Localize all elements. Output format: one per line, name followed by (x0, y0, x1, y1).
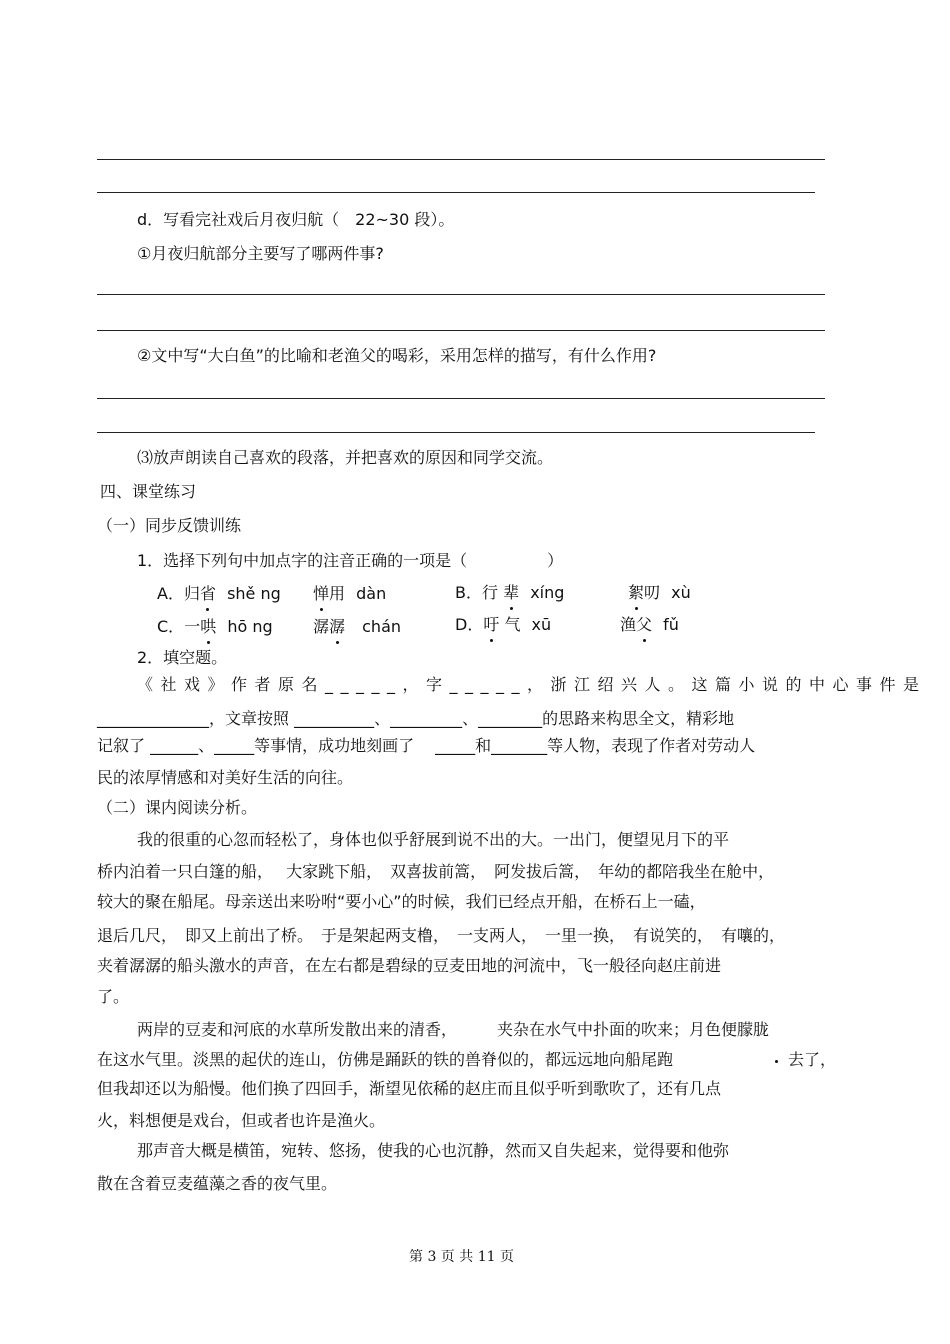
passage-line: 但我却还以为船慢。他们换了四回手，渐望见依稀的赵庄而且似乎听到歌吹了，还有几点 (97, 1079, 722, 1098)
dotted-char: 辈 (503, 583, 520, 602)
passage-line: 退后几尺， 即又上前出了桥。 于是架起两支橹， 一支两人， 一里一换， 有说笑的， 有嚷的， (97, 926, 786, 945)
option-label: C． (157, 617, 185, 636)
passage-line: 在这水气里。淡黑的起伏的连山，仿佛是踊跃的铁的兽脊似的，都远远地向船尾跑 (97, 1050, 674, 1069)
option-label: A． (157, 584, 184, 603)
answer-line (97, 432, 815, 433)
question-d-2: ②文中写“大白鱼”的比喻和老渔父的喝彩，采用怎样的描写，有什么作用? (137, 346, 657, 365)
pinyin: hō ng (227, 617, 273, 636)
page-footer: 第 3 页 共 11 页 (409, 1249, 514, 1265)
pinyin: xū (531, 615, 552, 634)
option-a (157, 583, 281, 605)
dotted-char: 潺 (329, 617, 346, 636)
mc-question-stem: 1．选择下列句中加点字的注音正确的一项是（ ） (137, 551, 564, 570)
passage-line: 两岸的豆麦和河底的水草所发散出来的清香， 夹杂在水气中扑面的吹来；月色便朦胧 (137, 1020, 770, 1039)
pinyin: xù (671, 583, 691, 602)
option-b-word2 (628, 582, 691, 604)
word: 一 (184, 617, 201, 636)
fill-line-4: 民的浓厚情感和对美好生活的向往。 (97, 768, 354, 787)
option-d-word2 (620, 614, 679, 636)
pinyin: dàn (356, 584, 387, 603)
answer-line (97, 192, 815, 193)
word: 叨 (644, 583, 661, 602)
word: 渔 (620, 615, 637, 634)
fill-line-3: 记叙了 ______、_____等事情，成功地刻画了 _____和_______等人物，表现了作者对劳动人 (97, 736, 756, 755)
dotted-char: 父 (636, 615, 653, 634)
passage-line: 我的很重的心忽而轻松了，身体也似乎舒展到说不出的大。一出门，便望见月下的平 (137, 830, 730, 849)
option-label: B． (455, 583, 482, 602)
fill-heading: 2．填空题。 (137, 648, 228, 667)
subsection-heading: （一）同步反馈训练 (97, 516, 242, 535)
pinyin: chán (362, 617, 402, 636)
question-3: ⑶放声朗读自己喜欢的段落，并把喜欢的原因和同学交流。 (137, 448, 554, 467)
passage-line: 去了， (788, 1050, 837, 1069)
passage-line: 火，料想便是戏台，但或者也许是渔火。 (97, 1111, 386, 1130)
word: 行 (481, 583, 498, 602)
fill-line-2: ______________，文章按照 __________、_________、________的思路来构思全文，精彩地 (97, 709, 735, 728)
pinyin: xíng (530, 583, 565, 602)
answer-line (97, 398, 825, 399)
subsection-heading: （二）课内阅读分析。 (97, 798, 258, 817)
question-d-heading: d．写看完社戏后月夜归航（ 22~30 段）。 (137, 210, 455, 229)
dotted-char: 哄 (200, 617, 217, 636)
passage-line: 桥内泊着一只白篷的船， 大家跳下船， 双喜拔前篙， 阿发拔后篙， 年幼的都陪我坐在舱中， (97, 862, 775, 881)
section-heading: 四、课堂练习 (100, 482, 197, 501)
fill-line-1: 《社戏》作者原名_____，字_____，浙江绍兴人。这篇小说的中心事件是 (137, 675, 927, 694)
answer-line (97, 159, 825, 160)
dotted-char: 惮 (313, 584, 330, 603)
pinyin: shě ng (227, 584, 281, 603)
word: 归 (183, 584, 200, 603)
option-a-word2 (313, 583, 386, 605)
answer-line (97, 294, 825, 295)
dotted-char: 吁 (483, 615, 500, 634)
word: 潺 (313, 617, 330, 636)
dotted-char: 絮 (628, 583, 645, 602)
dotted-char: 省 (199, 584, 216, 603)
passage-dot (775, 1060, 778, 1063)
word: 气 (504, 615, 521, 634)
answer-line (97, 330, 825, 331)
passage-line: 夹着潺潺的船头激水的声音，在左右都是碧绿的豆麦田地的河流中，飞一般径向赵庄前进 (97, 956, 722, 975)
pinyin: fǔ (663, 615, 679, 634)
passage-line: 散在含着豆麦蕴藻之香的夜气里。 (97, 1174, 338, 1193)
word: 用 (329, 584, 346, 603)
option-c (157, 616, 273, 638)
passage-line: 了。 (97, 987, 130, 1006)
passage-line: 较大的聚在船尾。母亲送出来吩咐“要小心”的时候，我们已经点开船，在桥石上一磕， (97, 892, 706, 911)
option-c-word2 (313, 616, 401, 638)
question-d-1: ①月夜归航部分主要写了哪两件事? (137, 244, 384, 263)
option-label: D． (455, 615, 484, 634)
option-b (455, 582, 564, 604)
option-d (455, 614, 551, 636)
passage-line: 那声音大概是横笛，宛转、悠扬，使我的心也沉静，然而又自失起来，觉得要和他弥 (137, 1141, 730, 1160)
